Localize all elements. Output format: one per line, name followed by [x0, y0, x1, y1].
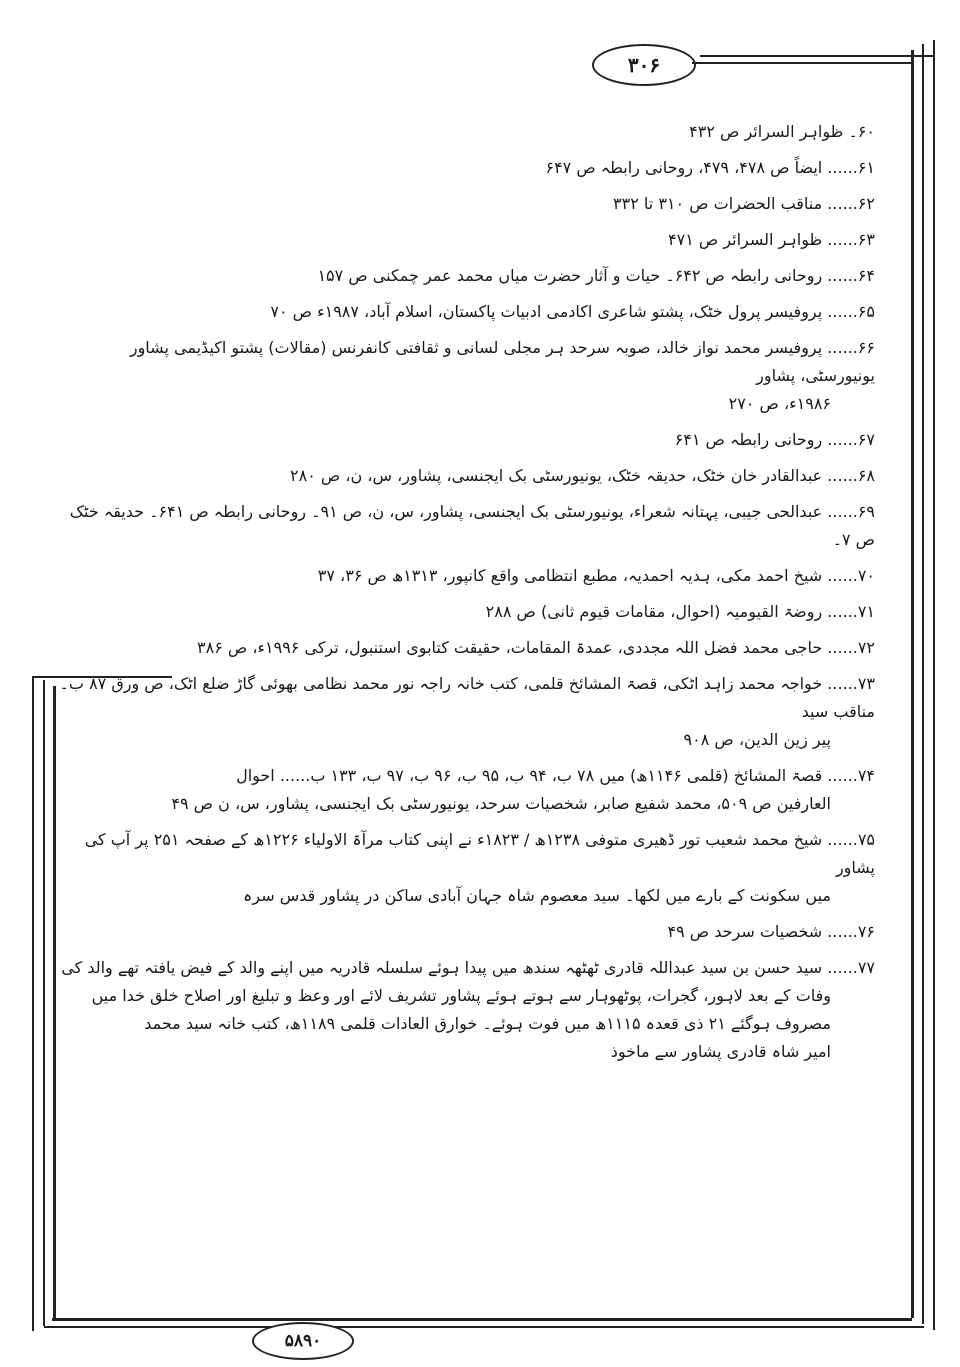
footnote-continuation: وفات کے بعد لاہور، گجرات، پوٹھوہار سے ہوتے ہوئے پشاور تشریف لائے اور وعظ و تبلیغ اور اصلاح خلق خدا میں — [91, 986, 831, 1005]
footnote-text: ۷۱...... روضۃ القیومیہ (احوال، مقامات قیوم ثانی) ص ۲۸۸ — [485, 602, 875, 621]
footnote-text: ۶۵...... پروفیسر پرول خٹک، پشتو شاعری اکادمی ادبیات پاکستان، اسلام آباد، ۱۹۸۷ء ص ۷۰ — [270, 302, 875, 321]
page-number: ۳۰۶ — [592, 44, 696, 86]
footnote-71 — [55, 598, 875, 626]
footnote-continuation: پیر زین الدین، ص ۹۰۸ — [683, 730, 831, 749]
footnote-67 — [55, 426, 875, 454]
footnote-69 — [55, 498, 875, 554]
footnote-text: ۶۶...... پروفیسر محمد نواز خالد، صوبہ سرحد ہر مجلی لسانی و ثقافتی کانفرنس (مقالات) پشتو اکیڈیمی پشاور یونیورسٹی، پشاور — [129, 338, 875, 385]
footnote-68 — [55, 462, 875, 490]
footnote-text: ۶۹...... عبدالحی جیبی، پہتانہ شعراء، یونیورسٹی بک ایجنسی، پشاور، س، ن، ص ۹۱۔ روحانی رابطہ ص ۶۴۱۔ حدیقہ خٹک ص ۷۔ — [69, 502, 875, 549]
footnote-64 — [55, 262, 875, 290]
footnote-70 — [55, 562, 875, 590]
frame-border-top-outer — [700, 55, 934, 57]
footnote-66 — [55, 334, 875, 418]
footnote-text: ۷۶...... شخصیات سرحد ص ۴۹ — [667, 922, 875, 941]
footnote-text: ۶۰۔ ظواہر السرائر ص ۴۳۲ — [689, 122, 875, 141]
footnote-75 — [55, 826, 875, 910]
footer-page-number: ۵۸۹۰ — [252, 1322, 354, 1360]
footnote-text: ۷۷...... سید حسن بن سید عبداللہ قادری ٹھٹھہ سندھ میں پیدا ہوئے سلسلہ قادریہ میں اپنے والد کے فیض یافتہ تھے والد کی — [61, 958, 875, 977]
footnote-61 — [55, 154, 875, 182]
frame-border-left-mid — [43, 680, 45, 1326]
footnote-text: ۷۰...... شیخ احمد مکی، ہدیہ احمدیہ، مطبع انتظامی واقع کانپور، ۱۳۱۳ھ ص ۳۶، ۳۷ — [317, 566, 875, 585]
footnote-60 — [55, 118, 875, 146]
frame-border-top — [692, 62, 912, 64]
footnote-continuation: العارفین ص ۵۰۹، محمد شفیع صابر، شخصیات سرحد، یونیورسٹی بک ایجنسی، پشاور، س، ن ص ۴۹ — [171, 794, 831, 813]
footnote-72 — [55, 634, 875, 662]
footnote-62 — [55, 190, 875, 218]
footnote-continuation: میں سکونت کے بارے میں لکھا۔ سید معصوم شاہ جہان آبادی ساکن در پشاور قدس سرہ — [243, 886, 831, 905]
footnote-continuation: مصروف ہوگئے ۲۱ ذی قعدہ ۱۱۱۵ھ میں فوت ہوئے۔ خوارق العادات قلمی ۱۱۸۹ھ، کتب خانہ سید محمد — [144, 1014, 831, 1033]
footnote-73 — [55, 670, 875, 754]
footnote-77 — [55, 954, 875, 1066]
footnote-74 — [55, 762, 875, 818]
footnote-65 — [55, 298, 875, 326]
footnote-text: ۶۲...... مناقب الحضرات ص ۳۱۰ تا ۳۳۲ — [613, 194, 875, 213]
footnote-76 — [55, 918, 875, 946]
footnote-63 — [55, 226, 875, 254]
footnote-text: ۷۳...... خواجہ محمد زاہد اٹکی، قصۃ المشائخ قلمی، کتب خانہ راجہ نور محمد نظامی بھوئی گاڑ ضلع اٹک، ص ورق ۸۷ ب۔ مناقب سید — [59, 674, 875, 721]
frame-border-right-inner — [911, 50, 914, 1318]
footnote-text: ۶۴...... روحانی رابطہ ص ۶۴۲۔ حیات و آثار حضرت میاں محمد عمر چمکنی ص ۱۵۷ — [317, 266, 875, 285]
footnote-text: ۶۳...... ظواہر السرائر ص ۴۷۱ — [668, 230, 875, 249]
footnote-text: ۶۱...... ایضاً ص ۴۷۸، ۴۷۹، روحانی رابطہ ص ۶۴۷ — [545, 158, 875, 177]
footnote-continuation: ۱۹۸۶ء، ص ۲۷۰ — [728, 394, 831, 413]
footnote-text: ۷۲...... حاجی محمد فضل اللہ مجددی، عمدۃ المقامات، حقیقت کتابوی استنبول، ترکی ۱۹۹۶ء، ص ۳۸۶ — [197, 638, 875, 657]
footnote-text: ۷۴...... قصۃ المشائخ (قلمی ۱۱۴۶ھ) میں ۷۸ ب، ۹۴ ب، ۹۵ ب، ۹۶ ب، ۹۷ ب، ۱۳۳ ب...... احوال — [236, 766, 875, 785]
frame-border-bottom — [52, 1318, 912, 1321]
footnotes-list — [55, 118, 875, 1074]
frame-border-left-outer — [32, 676, 34, 1331]
footnote-text: ۷۵...... شیخ محمد شعیب تور ڈھیری متوفی ۱۲۳۸ھ / ۱۸۲۳ء نے اپنی کتاب مرآۃ الاولیاء ۱۲۲۶ھ کے صفحہ ۲۵۱ پر آپ کی پشاور — [84, 830, 875, 877]
footnote-continuation: امیر شاہ قادری پشاور سے ماخوذ — [610, 1042, 831, 1061]
frame-border-right-mid — [922, 44, 924, 1324]
footnote-text: ۶۷...... روحانی رابطہ ص ۶۴۱ — [674, 430, 875, 449]
frame-border-right-outer — [933, 40, 935, 1330]
frame-border-bottom-outer — [44, 1326, 924, 1328]
footnote-text: ۶۸...... عبدالقادر خان خٹک، حدیقہ خٹک، یونیورسٹی بک ایجنسی، پشاور، س، ن، ص ۲۸۰ — [290, 466, 875, 485]
